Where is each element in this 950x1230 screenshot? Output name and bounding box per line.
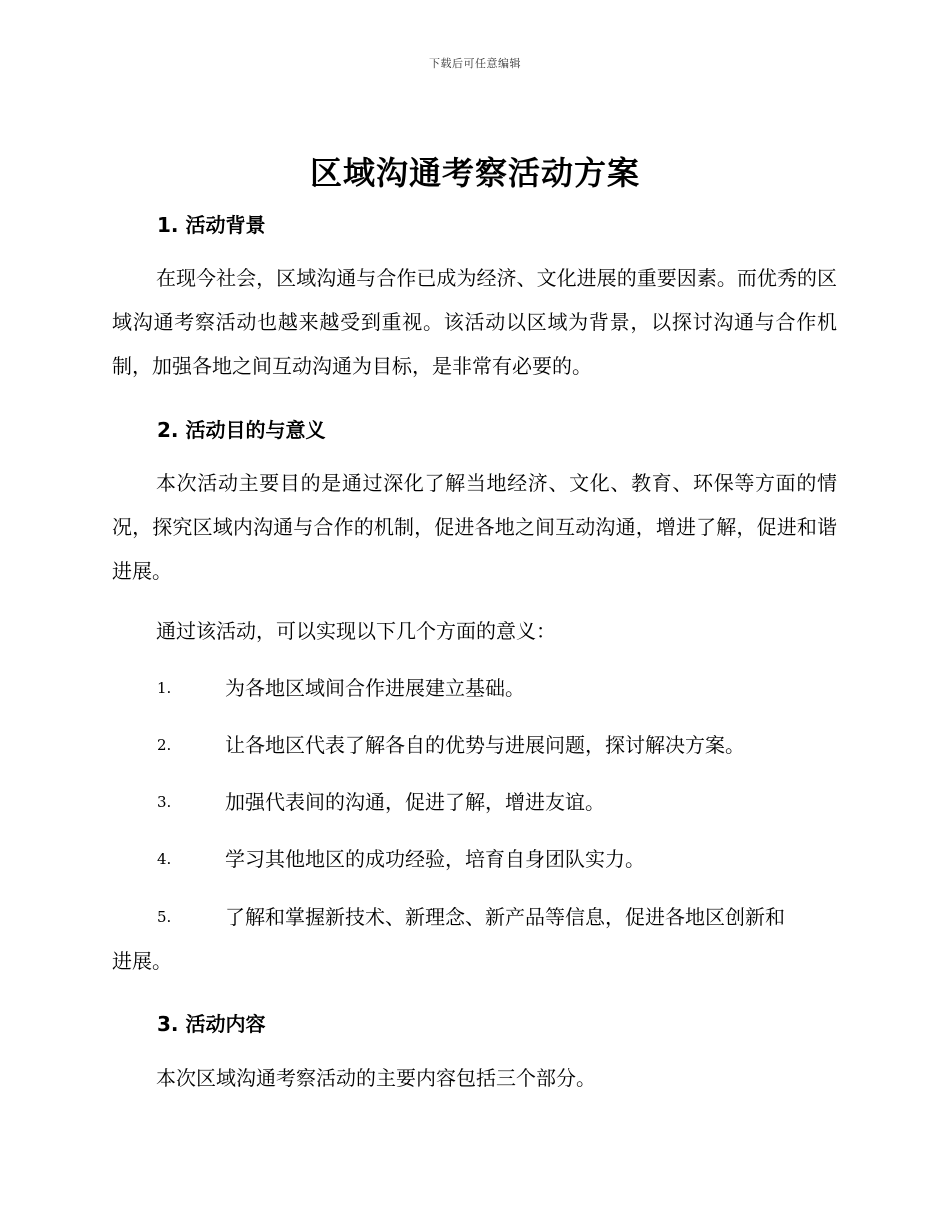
- list-number: 1.: [157, 679, 172, 697]
- list-number: 3.: [157, 793, 172, 811]
- list-item: [157, 666, 837, 710]
- list-text: 为各地区域间合作进展建立基础。: [225, 676, 525, 700]
- section-heading-background: 1. 活动背景: [157, 213, 266, 237]
- list-text: 学习其他地区的成功经验，培育自身团队实力。: [225, 847, 645, 871]
- purpose-paragraph: 本次活动主要目的是通过深化了解当地经济、文化、教育、环保等方面的情况，探究区域内沟通与合作的机制，促进各地之间互动沟通，增进了解，促进和谐进展。: [112, 471, 837, 583]
- significance-intro-paragraph: 通过该活动，可以实现以下几个方面的意义：: [156, 619, 556, 643]
- list-text: 让各地区代表了解各自的优势与进展问题，探讨解决方案。: [225, 733, 745, 757]
- list-item: [112, 895, 837, 939]
- content-paragraph: 本次区域沟通考察活动的主要内容包括三个部分。: [156, 1066, 596, 1090]
- section-heading-purpose: 2. 活动目的与意义: [157, 418, 326, 442]
- list-item: [157, 780, 837, 824]
- section-heading-content: 3. 活动内容: [157, 1012, 266, 1036]
- list-item-continuation: 进展。: [112, 949, 172, 973]
- background-paragraph: 在现今社会，区域沟通与合作已成为经济、文化进展的重要因素。而优秀的区域沟通考察活动也越来越受到重视。该活动以区域为背景，以探讨沟通与合作机制，加强各地之间互动沟通为目标，是非常有必要的。: [112, 266, 837, 378]
- list-number: 4.: [157, 850, 172, 868]
- document-title: 区域沟通考察活动方案: [309, 154, 640, 192]
- list-item: [157, 723, 837, 767]
- list-number: 5.: [157, 908, 172, 926]
- list-number: 2.: [157, 736, 172, 754]
- list-item: [157, 837, 837, 881]
- list-text: 加强代表间的沟通，促进了解，增进友谊。: [225, 790, 605, 814]
- header-note: 下载后可任意编辑: [429, 57, 521, 70]
- list-text: 了解和掌握新技术、新理念、新产品等信息，促进各地区创新和: [225, 905, 785, 929]
